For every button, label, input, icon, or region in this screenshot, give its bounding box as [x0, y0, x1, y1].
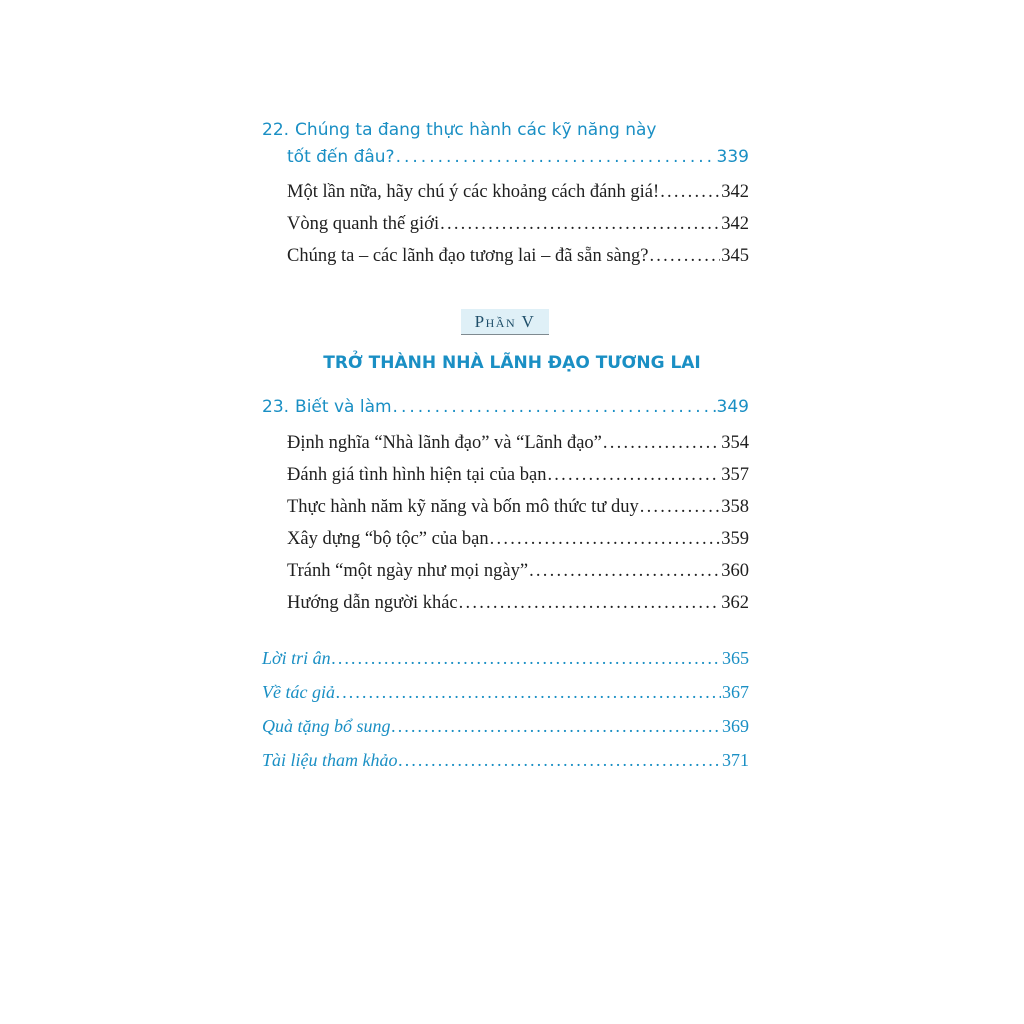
chapter-23-entry[interactable] [262, 397, 749, 417]
leader-dots [396, 147, 716, 167]
toc-section-entry[interactable] [287, 465, 749, 486]
toc-section-entry[interactable] [287, 593, 749, 614]
back-matter-page: 367 [722, 682, 749, 702]
toc-section-entry[interactable] [287, 497, 749, 518]
section-label: Đánh giá tình hình hiện tại của bạn [287, 465, 547, 485]
chapter-22-title-first-line: Chúng ta đang thực hành các kỹ năng này [295, 120, 657, 140]
back-matter-page: 365 [722, 648, 749, 668]
chapter-23-page: 349 [716, 397, 749, 417]
leader-dots [393, 397, 716, 417]
leader-dots [336, 682, 721, 703]
leader-dots [547, 465, 720, 486]
section-page: 345 [721, 246, 749, 266]
back-matter-label: Tài liệu tham khảo [262, 750, 398, 770]
chapter-22-number: 22. [262, 120, 290, 140]
chapter-22-title-second-line: tốt đến đâu? [287, 147, 395, 167]
section-page: 354 [721, 433, 749, 453]
section-page: 362 [721, 593, 749, 613]
toc-section-entry[interactable] [287, 214, 749, 235]
part-label-box [461, 309, 549, 335]
leader-dots [459, 593, 721, 614]
back-matter-page: 371 [722, 750, 749, 770]
toc-section-entry[interactable] [287, 433, 749, 454]
section-label: Hướng dẫn người khác [287, 593, 458, 613]
chapter-22-entry[interactable] [287, 147, 749, 167]
leader-dots [603, 433, 720, 454]
chapter-22-page: 339 [716, 147, 749, 167]
chapter-22-title-line1[interactable] [262, 120, 656, 140]
section-label: Thực hành năm kỹ năng và bốn mô thức tư duy [287, 497, 639, 517]
back-matter-entry[interactable] [262, 648, 749, 669]
section-page: 360 [721, 561, 749, 581]
leader-dots [660, 182, 720, 203]
section-label: Định nghĩa “Nhà lãnh đạo” và “Lãnh đạo” [287, 433, 602, 453]
chapter-23-number: 23. [262, 397, 290, 417]
back-matter-page: 369 [722, 716, 749, 736]
back-matter-entry[interactable] [262, 750, 749, 771]
section-page: 359 [721, 529, 749, 549]
leader-dots [649, 246, 720, 267]
section-page: 342 [721, 214, 749, 234]
back-matter-label: Lời tri ân [262, 648, 331, 668]
section-label: Vòng quanh thế giới [287, 214, 440, 234]
section-page: 358 [721, 497, 749, 517]
back-matter-entry[interactable] [262, 682, 749, 703]
leader-dots [529, 561, 720, 582]
toc-section-entry[interactable] [287, 182, 749, 203]
section-page: 357 [721, 465, 749, 485]
toc-section-entry[interactable] [287, 561, 749, 582]
section-page: 342 [721, 182, 749, 202]
back-matter-entry[interactable] [262, 716, 749, 737]
leader-dots [332, 648, 721, 669]
leader-dots [640, 497, 721, 518]
section-label: Một lần nữa, hãy chú ý các khoảng cách đánh giá! [287, 182, 660, 202]
section-label: Tránh “một ngày như mọi ngày” [287, 561, 529, 581]
toc-section-entry[interactable] [287, 246, 749, 267]
part-title: TRỞ THÀNH NHÀ LÃNH ĐẠO TƯƠNG LAI [323, 353, 701, 373]
back-matter-label: Quà tặng bổ sung [262, 716, 391, 736]
leader-dots [440, 214, 720, 235]
back-matter-label: Về tác giả [262, 682, 335, 702]
chapter-23-title: Biết và làm [295, 397, 392, 417]
section-label: Xây dựng “bộ tộc” của bạn [287, 529, 489, 549]
leader-dots [399, 750, 722, 771]
toc-section-entry[interactable] [287, 529, 749, 550]
part-label: Phần V [474, 311, 536, 331]
leader-dots [392, 716, 721, 737]
leader-dots [490, 529, 721, 550]
section-label: Chúng ta – các lãnh đạo tương lai – đã sẵn sàng? [287, 246, 649, 266]
